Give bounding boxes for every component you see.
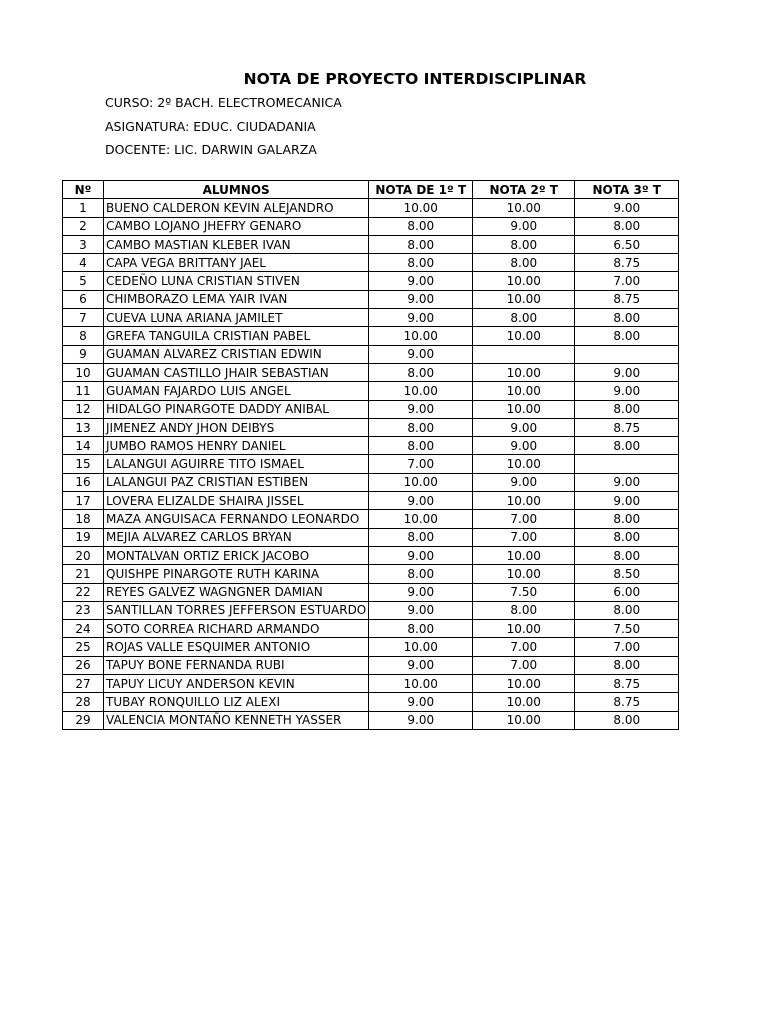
row-number: 18: [63, 510, 104, 528]
grade-term-2: 10.00: [473, 290, 575, 308]
grade-term-3: 8.00: [575, 437, 679, 455]
student-name: GUAMAN FAJARDO LUIS ANGEL: [104, 382, 369, 400]
grade-term-1: 9.00: [369, 711, 473, 729]
grade-term-2: 10.00: [473, 565, 575, 583]
grade-term-2: 10.00: [473, 492, 575, 510]
row-number: 6: [63, 290, 104, 308]
grade-term-2: 7.50: [473, 583, 575, 601]
grade-term-3: 8.00: [575, 327, 679, 345]
grade-term-2: 7.00: [473, 656, 575, 674]
student-name: MEJIA ALVAREZ CARLOS BRYAN: [104, 528, 369, 546]
student-name: MONTALVAN ORTIZ ERICK JACOBO: [104, 546, 369, 564]
table-row: [63, 235, 679, 253]
grade-term-2: 8.00: [473, 309, 575, 327]
table-row: [63, 492, 679, 510]
grade-term-3: 9.00: [575, 492, 679, 510]
row-number: 23: [63, 601, 104, 619]
header-grade-term-3: NOTA 3º T: [575, 181, 679, 199]
grade-term-2: 10.00: [473, 620, 575, 638]
grade-term-3: 8.00: [575, 217, 679, 235]
student-name: VALENCIA MONTAÑO KENNETH YASSER: [104, 711, 369, 729]
grade-term-3: 7.00: [575, 638, 679, 656]
student-name: CAMBO MASTIAN KLEBER IVAN: [104, 235, 369, 253]
row-number: 10: [63, 363, 104, 381]
course-label: CURSO: 2º BACH. ELECTROMECANICA: [105, 95, 342, 110]
student-name: CUEVA LUNA ARIANA JAMILET: [104, 309, 369, 327]
grade-term-1: 9.00: [369, 400, 473, 418]
grade-term-3: 8.75: [575, 254, 679, 272]
grade-term-1: 8.00: [369, 217, 473, 235]
table-row: [63, 510, 679, 528]
grades-table: [62, 180, 679, 730]
header-grade-term-1: NOTA DE 1º T: [369, 181, 473, 199]
grade-term-1: 8.00: [369, 363, 473, 381]
table-row: [63, 601, 679, 619]
grade-term-3: 8.75: [575, 290, 679, 308]
row-number: 29: [63, 711, 104, 729]
student-name: GUAMAN ALVAREZ CRISTIAN EDWIN: [104, 345, 369, 363]
grade-term-1: 9.00: [369, 583, 473, 601]
row-number: 20: [63, 546, 104, 564]
grade-term-2: 7.00: [473, 528, 575, 546]
grade-term-2: 10.00: [473, 327, 575, 345]
student-name: SOTO CORREA RICHARD ARMANDO: [104, 620, 369, 638]
grade-term-1: 9.00: [369, 492, 473, 510]
student-name: ROJAS VALLE ESQUIMER ANTONIO: [104, 638, 369, 656]
table-row: [63, 711, 679, 729]
row-number: 27: [63, 675, 104, 693]
table-row: [63, 272, 679, 290]
row-number: 7: [63, 309, 104, 327]
grade-term-2: 10.00: [473, 363, 575, 381]
grade-term-2: 10.00: [473, 693, 575, 711]
grade-term-1: 9.00: [369, 601, 473, 619]
header-students: ALUMNOS: [104, 181, 369, 199]
table-row: [63, 345, 679, 363]
row-number: 28: [63, 693, 104, 711]
student-name: HIDALGO PINARGOTE DADDY ANIBAL: [104, 400, 369, 418]
grade-term-1: 9.00: [369, 656, 473, 674]
grade-term-3: 8.75: [575, 675, 679, 693]
grade-term-2: 10.00: [473, 199, 575, 217]
student-name: REYES GALVEZ WAGNGNER DAMIAN: [104, 583, 369, 601]
row-number: 12: [63, 400, 104, 418]
teacher-label: DOCENTE: LIC. DARWIN GALARZA: [105, 142, 317, 157]
student-name: SANTILLAN TORRES JEFFERSON ESTUARDO: [104, 601, 369, 619]
grade-term-3: 9.00: [575, 473, 679, 491]
row-number: 9: [63, 345, 104, 363]
table-row: [63, 546, 679, 564]
grade-term-3: 8.00: [575, 528, 679, 546]
grade-term-2: 10.00: [473, 546, 575, 564]
grade-term-1: 9.00: [369, 345, 473, 363]
grade-term-3: 8.00: [575, 546, 679, 564]
row-number: 5: [63, 272, 104, 290]
grade-term-1: 9.00: [369, 546, 473, 564]
grade-term-2: 10.00: [473, 455, 575, 473]
grade-term-3: 9.00: [575, 363, 679, 381]
student-name: LOVERA ELIZALDE SHAIRA JISSEL: [104, 492, 369, 510]
grade-term-2: 10.00: [473, 272, 575, 290]
table-row: [63, 620, 679, 638]
row-number: 25: [63, 638, 104, 656]
grade-term-3: 6.50: [575, 235, 679, 253]
grade-term-1: 10.00: [369, 638, 473, 656]
grade-term-1: 8.00: [369, 620, 473, 638]
document-title: NOTA DE PROYECTO INTERDISCIPLINAR: [243, 70, 587, 88]
row-number: 14: [63, 437, 104, 455]
table-row: [63, 693, 679, 711]
grade-term-2: 8.00: [473, 601, 575, 619]
row-number: 3: [63, 235, 104, 253]
header-grade-term-2: NOTA 2º T: [473, 181, 575, 199]
row-number: 15: [63, 455, 104, 473]
grade-term-2: 10.00: [473, 675, 575, 693]
grade-term-3: 8.00: [575, 309, 679, 327]
table-row: [63, 290, 679, 308]
row-number: 21: [63, 565, 104, 583]
grade-term-2: 9.00: [473, 473, 575, 491]
grade-term-3: 6.00: [575, 583, 679, 601]
grade-term-3: 8.00: [575, 711, 679, 729]
grade-term-1: 10.00: [369, 510, 473, 528]
table-row: [63, 363, 679, 381]
grade-term-3: 8.75: [575, 693, 679, 711]
grade-term-1: 10.00: [369, 327, 473, 345]
table-row: [63, 418, 679, 436]
grade-term-2: 9.00: [473, 418, 575, 436]
table-row: [63, 199, 679, 217]
student-name: TAPUY LICUY ANDERSON KEVIN: [104, 675, 369, 693]
grade-term-3: [575, 345, 679, 363]
student-name: BUENO CALDERON KEVIN ALEJANDRO: [104, 199, 369, 217]
table-row: [63, 528, 679, 546]
row-number: 24: [63, 620, 104, 638]
row-number: 17: [63, 492, 104, 510]
table-row: [63, 455, 679, 473]
table-row: [63, 638, 679, 656]
grade-term-1: 9.00: [369, 693, 473, 711]
grade-term-3: 8.00: [575, 400, 679, 418]
table-row: [63, 473, 679, 491]
grade-term-3: 7.50: [575, 620, 679, 638]
grade-term-1: 10.00: [369, 473, 473, 491]
student-name: GUAMAN CASTILLO JHAIR SEBASTIAN: [104, 363, 369, 381]
grade-term-1: 9.00: [369, 290, 473, 308]
table-row: [63, 656, 679, 674]
subject-label: ASIGNATURA: EDUC. CIUDADANIA: [105, 119, 316, 134]
grade-term-3: 9.00: [575, 382, 679, 400]
grade-term-1: 8.00: [369, 254, 473, 272]
grade-term-2: 10.00: [473, 382, 575, 400]
grade-term-2: 8.00: [473, 254, 575, 272]
table-row: [63, 309, 679, 327]
table-row: [63, 382, 679, 400]
grade-term-2: 7.00: [473, 638, 575, 656]
student-name: MAZA ANGUISACA FERNANDO LEONARDO: [104, 510, 369, 528]
student-name: LALANGUI PAZ CRISTIAN ESTIBEN: [104, 473, 369, 491]
grade-term-3: 8.50: [575, 565, 679, 583]
table-row: [63, 217, 679, 235]
grade-term-3: [575, 455, 679, 473]
row-number: 4: [63, 254, 104, 272]
student-name: TAPUY BONE FERNANDA RUBI: [104, 656, 369, 674]
table-row: [63, 327, 679, 345]
table-row: [63, 400, 679, 418]
row-number: 1: [63, 199, 104, 217]
table-header-row: [63, 181, 679, 199]
row-number: 11: [63, 382, 104, 400]
grade-term-1: 7.00: [369, 455, 473, 473]
table-row: [63, 437, 679, 455]
student-name: LALANGUI AGUIRRE TITO ISMAEL: [104, 455, 369, 473]
grade-term-3: 8.75: [575, 418, 679, 436]
student-name: CAPA VEGA BRITTANY JAEL: [104, 254, 369, 272]
header-number: Nº: [63, 181, 104, 199]
table-row: [63, 675, 679, 693]
table-row: [63, 565, 679, 583]
grade-term-1: 10.00: [369, 382, 473, 400]
row-number: 2: [63, 217, 104, 235]
grade-term-1: 8.00: [369, 528, 473, 546]
row-number: 19: [63, 528, 104, 546]
grade-term-1: 8.00: [369, 235, 473, 253]
row-number: 22: [63, 583, 104, 601]
grade-term-2: 9.00: [473, 437, 575, 455]
grade-term-2: 8.00: [473, 235, 575, 253]
row-number: 16: [63, 473, 104, 491]
grade-term-1: 9.00: [369, 309, 473, 327]
row-number: 13: [63, 418, 104, 436]
table-row: [63, 583, 679, 601]
student-name: CAMBO LOJANO JHEFRY GENARO: [104, 217, 369, 235]
grade-term-2: [473, 345, 575, 363]
grade-term-3: 7.00: [575, 272, 679, 290]
student-name: JUMBO RAMOS HENRY DANIEL: [104, 437, 369, 455]
grade-term-2: 7.00: [473, 510, 575, 528]
student-name: CHIMBORAZO LEMA YAIR IVAN: [104, 290, 369, 308]
student-name: JIMENEZ ANDY JHON DEIBYS: [104, 418, 369, 436]
grade-term-2: 10.00: [473, 711, 575, 729]
grade-term-1: 10.00: [369, 199, 473, 217]
grade-term-3: 8.00: [575, 656, 679, 674]
grade-term-1: 8.00: [369, 565, 473, 583]
grade-term-1: 9.00: [369, 272, 473, 290]
student-name: TUBAY RONQUILLO LIZ ALEXI: [104, 693, 369, 711]
grade-term-1: 8.00: [369, 437, 473, 455]
grade-term-1: 10.00: [369, 675, 473, 693]
grade-term-3: 8.00: [575, 601, 679, 619]
table-row: [63, 254, 679, 272]
grade-term-3: 8.00: [575, 510, 679, 528]
grade-term-2: 9.00: [473, 217, 575, 235]
row-number: 26: [63, 656, 104, 674]
grade-term-1: 8.00: [369, 418, 473, 436]
grade-term-2: 10.00: [473, 400, 575, 418]
grade-term-3: 9.00: [575, 199, 679, 217]
student-name: GREFA TANGUILA CRISTIAN PABEL: [104, 327, 369, 345]
row-number: 8: [63, 327, 104, 345]
student-name: QUISHPE PINARGOTE RUTH KARINA: [104, 565, 369, 583]
student-name: CEDEÑO LUNA CRISTIAN STIVEN: [104, 272, 369, 290]
